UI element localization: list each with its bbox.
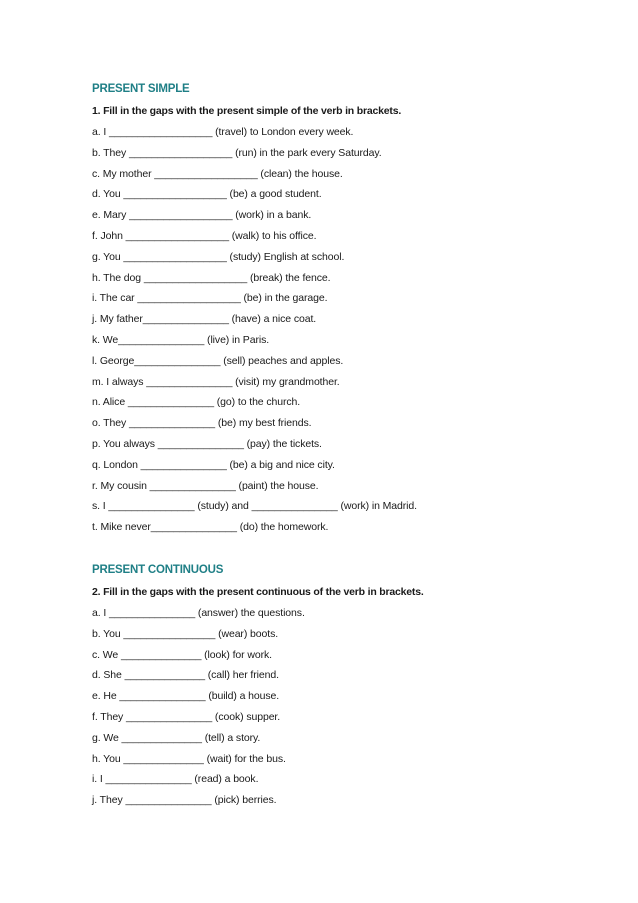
list-item: h. The dog __________________ (break) the fence. bbox=[92, 271, 331, 284]
list-item: f. John __________________ (walk) to his office. bbox=[92, 230, 317, 242]
list-item: a. I __________________ (travel) to London every week. bbox=[92, 126, 354, 138]
list-item: n. Alice _______________ (go) to the church. bbox=[92, 396, 301, 409]
list-item: q. London _______________ (be) a big and nice city. bbox=[92, 458, 335, 471]
list-item: l. George_______________ (sell) peaches and apples. bbox=[92, 354, 344, 367]
section-title-present-simple: PRESENT SIMPLE bbox=[92, 83, 190, 95]
list-item: j. My father_______________ (have) a nice coat. bbox=[92, 313, 317, 326]
list-item: t. Mike never_______________ (do) the homework. bbox=[92, 521, 329, 534]
list-item: r. My cousin _______________ (paint) the house. bbox=[92, 479, 319, 492]
instruction-present-simple: 1. Fill in the gaps with the present simple of the verb in brackets. bbox=[92, 105, 402, 117]
list-item: f. They _______________ (cook) supper. bbox=[92, 711, 281, 723]
list-item: j. They _______________ (pick) berries. bbox=[92, 794, 277, 807]
instruction-present-continuous: 2. Fill in the gaps with the present continuous of the verb in brackets. bbox=[92, 586, 424, 598]
list-item: a. I _______________ (answer) the questions. bbox=[92, 607, 305, 619]
list-item: g. We ______________ (tell) a story. bbox=[92, 731, 261, 744]
list-item: c. My mother __________________ (clean) the house. bbox=[92, 167, 343, 180]
list-item: e. Mary __________________ (work) in a bank. bbox=[92, 209, 312, 222]
list-item: e. He _______________ (build) a house. bbox=[92, 690, 280, 703]
section-title-present-continuous: PRESENT CONTINUOUS bbox=[92, 564, 224, 576]
list-item: m. I always _______________ (visit) my grandmother. bbox=[92, 375, 340, 388]
list-item: p. You always _______________ (pay) the tickets. bbox=[92, 438, 322, 450]
list-item: b. You ________________ (wear) boots. bbox=[92, 627, 279, 640]
list-item: s. I _______________ (study) and _______________ (work) in Madrid. bbox=[92, 500, 417, 513]
list-item: d. You __________________ (be) a good student. bbox=[92, 188, 322, 201]
list-item: g. You __________________ (study) English at school. bbox=[92, 250, 345, 263]
list-item: i. I _______________ (read) a book. bbox=[92, 773, 259, 786]
list-item: k. We_______________ (live) in Paris. bbox=[92, 334, 270, 346]
list-item: h. You ______________ (wait) for the bus. bbox=[92, 752, 286, 765]
list-item: d. She ______________ (call) her friend. bbox=[92, 669, 279, 682]
list-item: c. We ______________ (look) for work. bbox=[92, 648, 272, 661]
list-item: o. They _______________ (be) my best friends. bbox=[92, 417, 312, 430]
list-item: i. The car __________________ (be) in the garage. bbox=[92, 292, 328, 305]
list-item: b. They __________________ (run) in the park every Saturday. bbox=[92, 146, 382, 159]
